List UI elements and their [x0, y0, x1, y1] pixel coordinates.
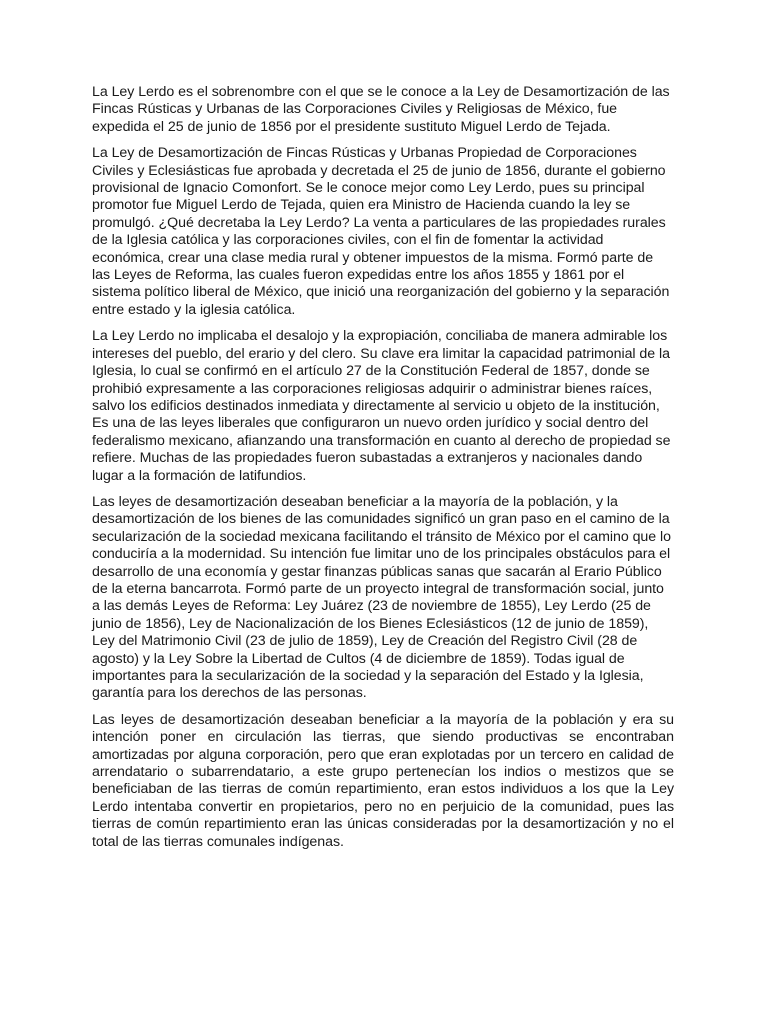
paragraph-2: La Ley de Desamortización de Fincas Rústicas y Urbanas Propiedad de Corporaciones Civiles y Eclesiásticas fue aprobada y decretada el 25 de junio de 1856, durante el gobierno provisional de Ignacio Comonfort. Se le conoce mejor como Ley Lerdo, pues su principal promotor fue Miguel Lerdo de Tejada, quien era Ministro de Hacienda cuando la ley se promulgó. ¿Qué decretaba la Ley Lerdo? La venta a particulares de las propiedades rurales de la Iglesia católica y las corporaciones civiles, con el fin de fomentar la actividad económica, crear una clase media rural y obtener impuestos de la misma. Formó parte de las Leyes de Reforma, las cuales fueron expedidas entre los años 1855 y 1861 por el sistema político liberal de México, que inició una reorganización del gobierno y la separación entre estado y la iglesia católica. [92, 145, 670, 318]
paragraph-5: Las leyes de desamortización deseaban beneficiar a la mayoría de la población y era su intención poner en circulación las tierras, que siendo productivas se encontraban amortizadas por alguna corporación, pero que eran explotadas por un tercero en calidad de arrendatario o subarrendatario, a este grupo pertenecían los indios o mestizos que se beneficiaban de las tierras de común repartimiento, eran estos individuos a los que la Ley Lerdo intentaba convertir en propietarios, pero no en perjuicio de la comunidad, pues las tierras de común repartimiento eran las únicas consideradas por la desamortización y no el total de las tierras comunales indígenas. [92, 711, 674, 850]
paragraph-3: La Ley Lerdo no implicaba el desalojo y la expropiación, conciliaba de manera admirable los intereses del pueblo, del erario y del clero. Su clave era limitar la capacidad patrimonial de la Iglesia, lo cual se confirmó en el artículo 27 de la Constitución Federal de 1857, donde se prohibió expresamente a las corporaciones religiosas adquirir o administrar bienes raíces, salvo los edificios destinados inmediata y directamente al servicio u objeto de la institución, Es una de las leyes liberales que configuraron un nuevo orden jurídico y social dentro del federalismo mexicano, afianzando una transformación en cuanto al derecho de propiedad se refiere. Muchas de las propiedades fueron subastadas a extranjeros y nacionales dando lugar a la formación de latifundios. [92, 328, 671, 484]
paragraph-1: La Ley Lerdo es el sobrenombre con el que se le conoce a la Ley de Desamortización de las Fincas Rústicas y Urbanas de las Corporaciones Civiles y Religiosas de México, fue expedida el 25 de junio de 1856 por el presidente sustituto Miguel Lerdo de Tejada. [92, 84, 670, 135]
document-page [92, 84, 674, 860]
paragraph-4: Las leyes de desamortización deseaban beneficiar a la mayoría de la población, y la desamortización de los bienes de las comunidades significó un gran paso en el camino de la secularización de la sociedad mexicana facilitando el tránsito de México por el camino que lo conduciría a la modernidad. Su intención fue limitar uno de los principales obstáculos para el desarrollo de una economía y gestar finanzas públicas sanas que sacarán al Erario Público de la eterna bancarrota. Formó parte de un proyecto integral de transformación social, junto a las demás Leyes de Reforma: Ley Juárez (23 de noviembre de 1855), Ley Lerdo (25 de junio de 1856), Ley de Nacionalización de los Bienes Eclesiásticos (12 de junio de 1859), Ley del Matrimonio Civil (23 de julio de 1859), Ley de Creación del Registro Civil (28 de agosto) y la Ley Sobre la Libertad de Cultos (4 de diciembre de 1859). Todas igual de importantes para la secularización de la sociedad y la separación del Estado y la Iglesia, garantía para los derechos de las personas. [92, 493, 671, 702]
